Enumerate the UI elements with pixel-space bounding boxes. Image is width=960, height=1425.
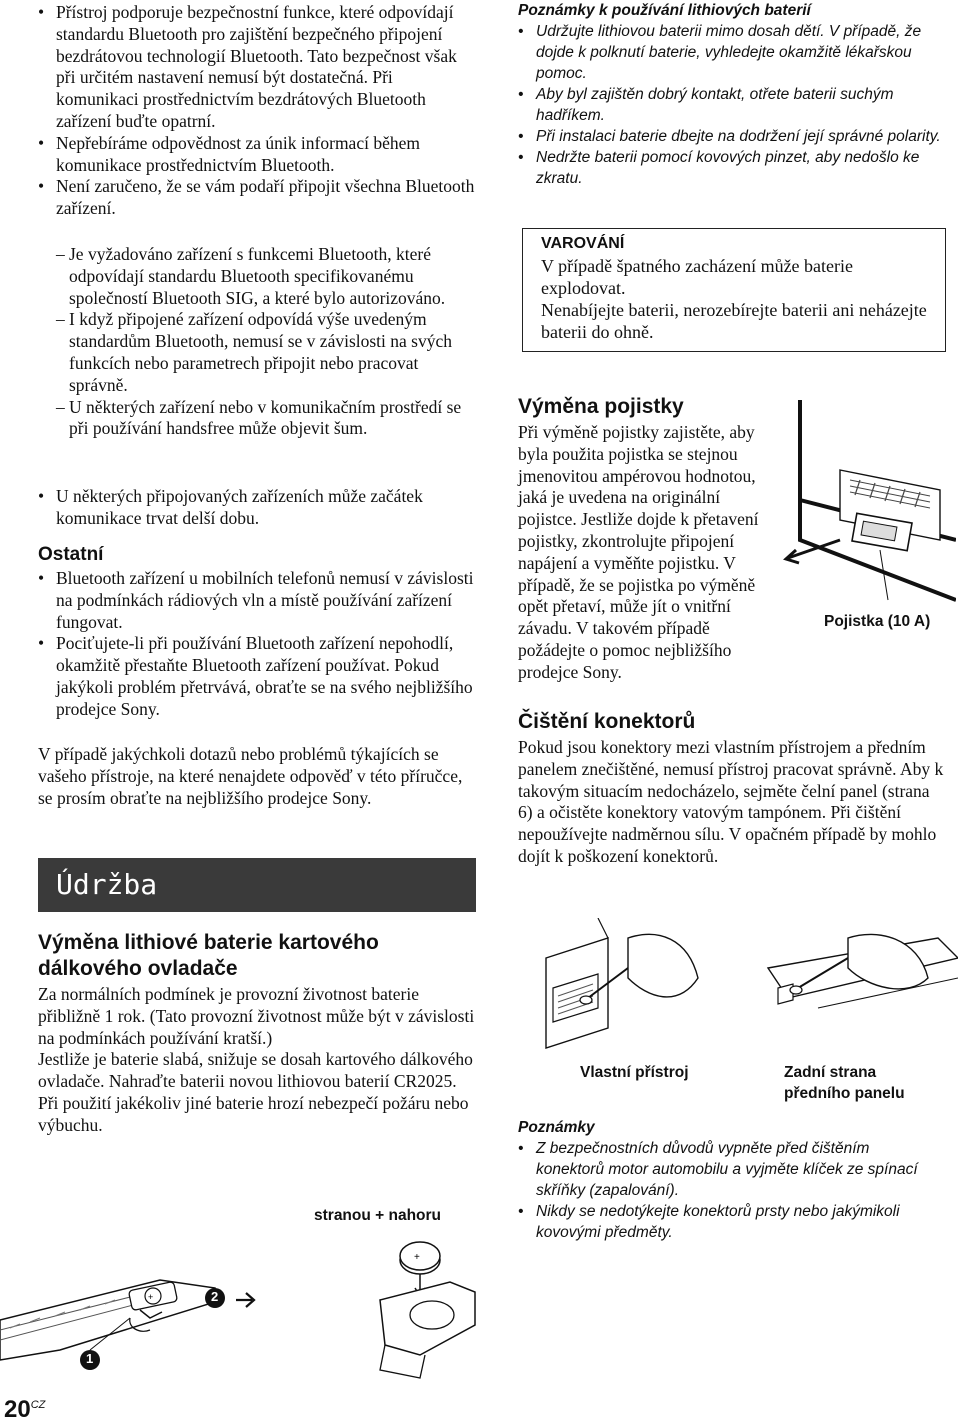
maintenance-banner [38, 858, 476, 912]
page-number [4, 1396, 45, 1424]
bluetooth-bullets [38, 2, 478, 220]
fuse-illustration [780, 400, 956, 636]
battery-heading: Výměna lithiové baterie kartového dálkového ovladače [38, 931, 379, 980]
illustration-label: stranou + nahoru [314, 1207, 442, 1224]
notes-title: Poznámky [518, 1119, 595, 1136]
step-1-label: 1 [86, 1351, 94, 1366]
connector-illustrations [518, 918, 958, 1058]
list-item [38, 133, 478, 177]
warning-title: VAROVÁNÍ [541, 235, 625, 252]
dash-text: U některých zařízení nebo v komunikačním prostředí se při používání handsfree může objevit šum. [69, 396, 462, 439]
bullet-text: Přístroj podporuje bezpečnostní funkce, které odpovídají standardu Bluetooth pro zajištění bezpečného připojení bezdrátovou technologií Bluetooth. Tato bezpečnost však při určitém nastavení nemusí být dostatečná. Při komunikaci prostřednictvím bezdrátových Bluetooth zařízení buďte opatrní. [56, 2, 457, 131]
battery-illustration [0, 1200, 478, 1380]
caption-back-panel: Zadní strana předního panelu [784, 1064, 905, 1102]
warning-line-2: Nenabíjejte baterii, nerozebírejte baterii ani neházejte baterii do ohně. [541, 300, 927, 342]
battery-notes [518, 0, 958, 189]
section-heading-ostatni: Ostatní [38, 544, 104, 565]
list-item [518, 126, 958, 147]
bullet-text: U některých připojovaných zařízeních může začátek komunikace trvat delší dobu. [56, 486, 423, 528]
list-item [56, 309, 478, 396]
banner-title: Údržba [56, 868, 158, 901]
connector-drawing [518, 918, 958, 1058]
note-text: Udržujte lithiovou baterii mimo dosah dětí. V případě, že dojde k polknutí baterie, vyhledejte okamžitě lékařskou pomoc. [536, 23, 922, 82]
battery-text [38, 984, 478, 1137]
svg-text:+: + [148, 1292, 154, 1302]
caption-unit: Vlastní přístroj [580, 1064, 689, 1081]
fuse-heading: Výměna pojistky [518, 395, 684, 418]
bullet-text: Nepřebíráme odpovědnost za únik informací během komunikace prostřednictvím Bluetooth. [56, 132, 420, 175]
bluetooth-sublist [38, 244, 478, 440]
note-text: Nedržte baterii pomocí kovových pinzet, aby nedošlo ke zkratu. [536, 149, 920, 187]
battery-paragraph-2: Jestliže je baterie slabá, snižuje se dosah kartového dálkového ovladače. Nahraďte baterii novou lithiovou baterií CR2025. Při použití jakékoliv jiné baterie hrozí nebezpečí požáru nebo výbuchu. [38, 1049, 473, 1135]
step-2-label: 2 [211, 1289, 219, 1304]
bullet-text: Není zaručeno, že se vám podaří připojit všechna Bluetooth zařízení. [56, 176, 475, 219]
note-text: Z bezpečnostních důvodů vypněte před čištěním konektorů motor automobilu a vyjměte klíček ze spínací skříňky (zapalování). [536, 1140, 918, 1199]
remote-drawing [0, 1200, 478, 1380]
list-item [518, 1201, 938, 1243]
contact-paragraph: V případě jakýchkoli dotazů nebo problémů týkajících se vašeho přístroje, na které nenajdete odpověď v této příručce, se prosím obraťte na nejbližšího prodejce Sony. [38, 744, 463, 808]
page-number-value: 20 [4, 1396, 31, 1423]
list-item [518, 84, 958, 126]
list-item [56, 244, 478, 309]
dash-text: I když připojené zařízení odpovídá výše uvedeným standardům Bluetooth, nemusí se v závislosti na svých funkcích nebo parametrech připojit nebo pracovat správně. [69, 309, 453, 395]
clean-heading: Čištění konektorů [518, 710, 696, 733]
list-item [38, 486, 478, 530]
fuse-drawing [780, 400, 956, 636]
note-text: Nikdy se nedotýkejte konektorů prsty nebo jakýmikoli kovovými předměty. [536, 1203, 900, 1241]
warning-box [522, 228, 946, 352]
list-item [518, 1138, 938, 1201]
list-item [38, 176, 478, 220]
cleaning-notes-list [518, 1138, 938, 1243]
list-item [38, 633, 478, 720]
list-item [518, 147, 958, 189]
list-item [518, 21, 958, 84]
dash-text: Je vyžadováno zařízení s funkcemi Bluetooth, které odpovídají standardu Bluetooth specifikovanému společností Bluetooth SIG, a které bylo autorizováno. [69, 244, 446, 308]
ostatni-bullets [38, 568, 478, 721]
svg-text:+: + [414, 1252, 420, 1263]
note-text: Při instalaci baterie dbejte na dodržení její správné polarity. [536, 128, 941, 145]
battery-notes-list [518, 21, 958, 189]
battery-paragraph-1: Za normálních podmínek je provozní životnost baterie přibližně 1 rok. (Tato provozní životnost může být v závislosti na podmínkách používání kratší.) [38, 984, 475, 1048]
cleaning-notes [518, 1117, 938, 1243]
notes-title: Poznámky k používání lithiových baterií [518, 2, 811, 19]
list-item [56, 397, 478, 441]
list-item [38, 2, 478, 133]
warning-line-1: V případě špatného zacházení může baterie explodovat. [541, 256, 854, 298]
fuse-text: Při výměně pojistky zajistěte, aby byla použita pojistka se stejnou jmenovitou ampérovou hodnotou, jaká je uvedena na originální pojistce. Jestliže dojde k přetavení pojistky, zkontrolujte připojení napájení a vyměňte pojistku. V případě, že se pojistka po výměně opět přetaví, může jít o vnitřní závadu. V takovém případě požádejte o pomoc nejbližšího prodejce Sony. [518, 422, 759, 682]
bullet-text: Pociťujete-li při používání Bluetooth zařízení nepohodlí, okamžitě přestaňte Bluetooth zařízení používat. Pokud jakýkoli problém přetrvává, obraťte se na svého nejbližšího prodejce Sony. [56, 633, 473, 719]
fuse-label: Pojistka (10 A) [824, 613, 931, 630]
clean-paragraph: Pokud jsou konektory mezi vlastním přístrojem a předním panelem znečištěné, nemusí přístroj pracovat správně. Aby k takovým situacím nedocházelo, sejměte čelní panel (strana 6) a očistěte konektory vatovým tampónem. Při čištění nepoužívejte nadměrnou sílu. V opačném případě by mohlo dojít k poškození konektorů. [518, 737, 944, 866]
page-number-suffix: CZ [30, 1399, 46, 1411]
bluetooth-bullets-end [38, 486, 478, 530]
list-item [38, 568, 478, 633]
bullet-text: Bluetooth zařízení u mobilních telefonů nemusí v závislosti na podmínkách rádiových vln a místě používání zařízení fungovat. [56, 568, 474, 632]
note-text: Aby byl zajištěn dobrý kontakt, otřete baterii suchým hadříkem. [536, 86, 894, 124]
